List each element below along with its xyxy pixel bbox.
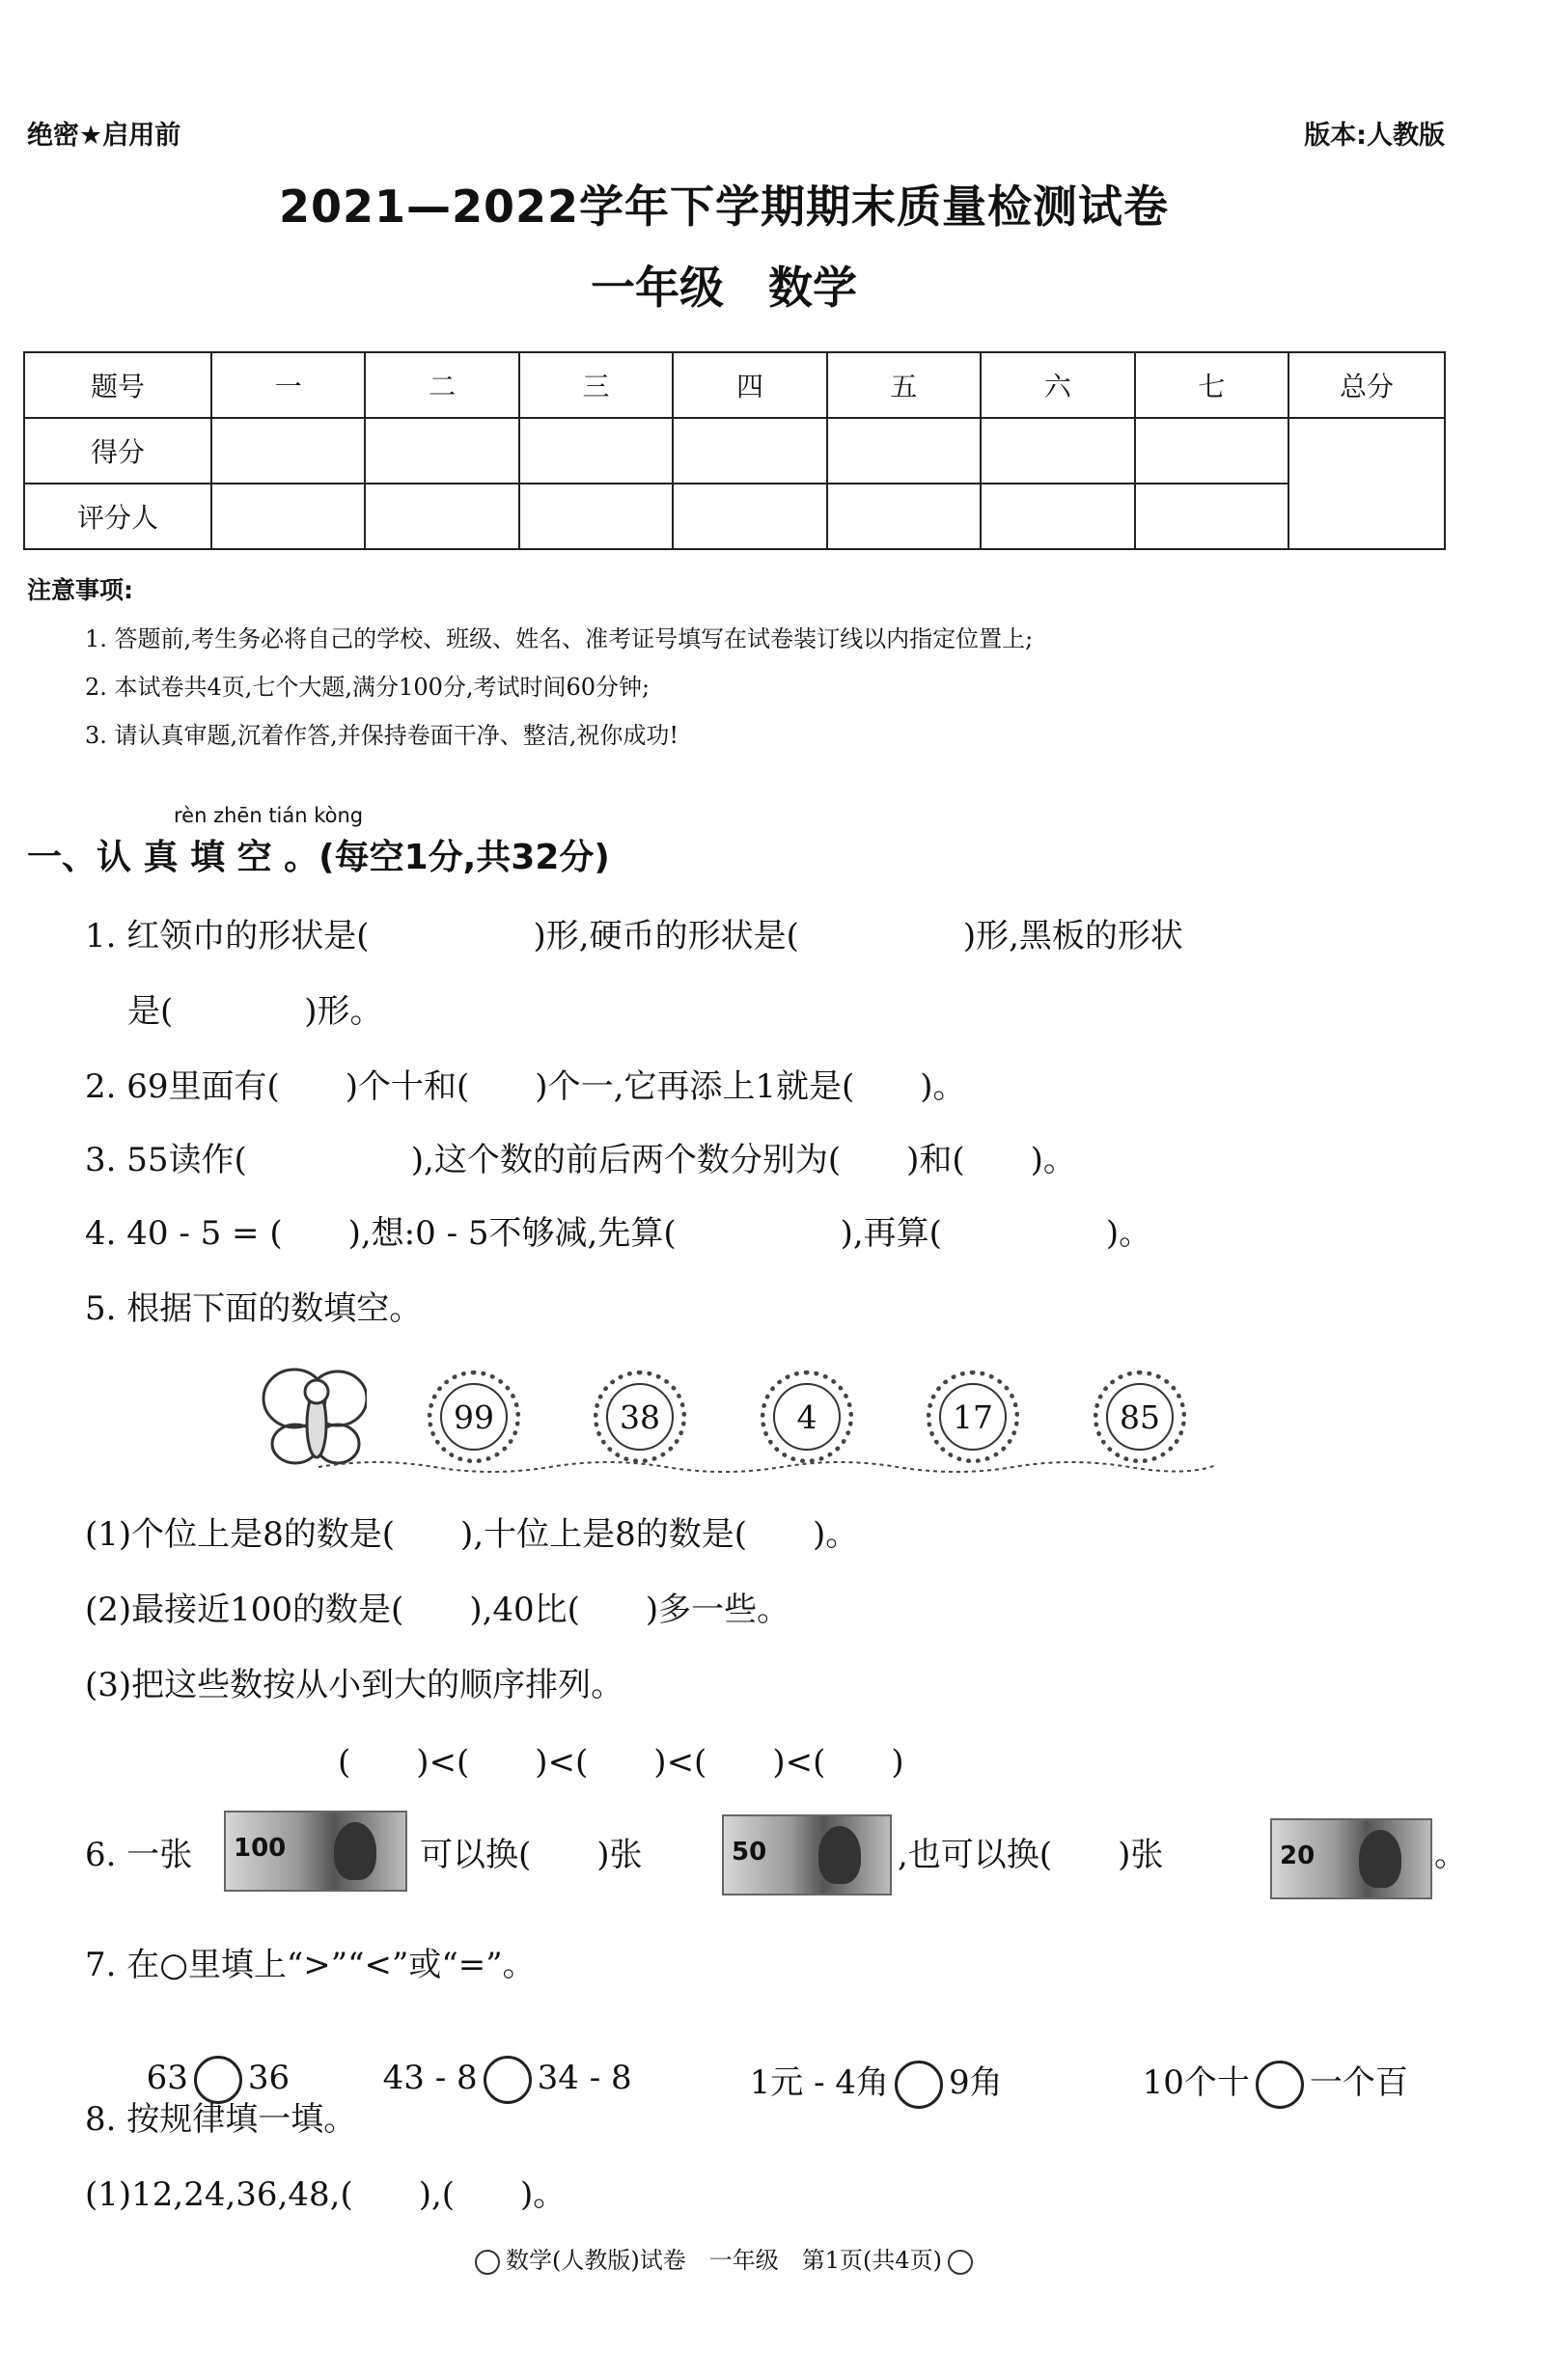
question-1a: 1. 红领巾的形状是( )形,硬币的形状是( )形,黑板的形状 [85, 917, 1183, 955]
grader-cell[interactable] [519, 484, 673, 549]
score-table-header-row [24, 352, 1445, 418]
header-cell: 题号 [24, 352, 211, 418]
header-cell: 二 [365, 352, 518, 418]
compare-left: 1元 - 4角 [749, 2063, 889, 2102]
compare-left: 63 [146, 2059, 188, 2097]
score-cell[interactable] [519, 418, 673, 484]
question-5: 5. 根据下面的数填空。 [85, 1289, 423, 1328]
seal-icon [475, 2250, 500, 2275]
compare-item [125, 2017, 290, 2104]
question-6-mid: 可以换( )张 [420, 1836, 643, 1874]
header-cell: 四 [673, 352, 826, 418]
grader-cell[interactable] [981, 484, 1134, 549]
question-5-2: (2)最接近100的数是( ),40比( )多一些。 [85, 1591, 790, 1629]
notice-title: 注意事项: [27, 576, 133, 604]
banknote-value: 20 [1280, 1841, 1316, 1870]
exam-subtitle: 一年级 数学 [591, 262, 857, 314]
total-score-cell[interactable] [1288, 418, 1445, 549]
row-label: 得分 [24, 418, 211, 484]
notice-item: 2. 本试卷共4页,七个大题,满分100分,考试时间60分钟; [85, 674, 651, 701]
confidential-label: 绝密★启用前 [27, 121, 181, 151]
flower-number [1094, 1370, 1186, 1463]
flower-value: 99 [440, 1383, 508, 1451]
question-1b: 是( )形。 [127, 992, 383, 1031]
question-5-1: (1)个位上是8的数是( ),十位上是8的数是( )。 [85, 1515, 859, 1554]
header-cell: 总分 [1288, 352, 1445, 418]
score-cell[interactable] [211, 418, 365, 484]
compare-right: 34 - 8 [537, 2059, 632, 2097]
grader-cell[interactable] [1135, 484, 1288, 549]
answer-circle[interactable] [1256, 2061, 1304, 2109]
question-8-1: (1)12,24,36,48,( ),( )。 [85, 2175, 567, 2214]
portrait-icon [334, 1822, 376, 1880]
score-table [23, 351, 1446, 550]
answer-circle[interactable] [484, 2056, 532, 2104]
compare-item [362, 2017, 632, 2104]
question-2: 2. 69里面有( )个十和( )个一,它再添上1就是( )。 [85, 1067, 966, 1106]
compare-right: 36 [247, 2059, 291, 2097]
banknote-value: 50 [732, 1838, 767, 1867]
flower-number [761, 1370, 853, 1463]
question-6-start: 6. 一张 [85, 1836, 193, 1874]
banknote-100-icon [224, 1811, 407, 1892]
footer-text: 数学(人教版)试卷 一年级 第1页(共4页) [506, 2247, 942, 2274]
portrait-icon [1359, 1830, 1401, 1888]
notice-item: 1. 答题前,考生务必将自己的学校、班级、姓名、准考证号填写在试卷装订线以内指定位置上; [85, 625, 1034, 652]
seal-icon [948, 2250, 973, 2275]
score-cell[interactable] [827, 418, 981, 484]
page-footer [0, 2241, 1448, 2275]
compare-left: 43 - 8 [382, 2059, 478, 2097]
question-4: 4. 40 - 5 = ( ),想:0 - 5不够减,先算( ),再算( )。 [85, 1214, 1152, 1253]
flower-value: 4 [773, 1383, 841, 1451]
score-cell[interactable] [365, 418, 518, 484]
flower-number [927, 1370, 1019, 1463]
question-6-mid2: ,也可以换( )张 [898, 1836, 1164, 1874]
ordering-blanks: ( )<( )<( )<( )<( ) [338, 1743, 904, 1782]
banknote-value: 100 [234, 1834, 287, 1863]
score-cell[interactable] [673, 418, 826, 484]
question-6-end: 。 [1434, 1836, 1467, 1874]
row-label: 评分人 [24, 484, 211, 549]
banknote-50-icon [722, 1814, 892, 1896]
header-cell: 三 [519, 352, 673, 418]
dotted-wave-divider [319, 1457, 1216, 1477]
edition-label: 版本:人教版 [1304, 121, 1445, 151]
score-row [24, 418, 1445, 484]
compare-right: 9角 [949, 2063, 1003, 2102]
grader-cell[interactable] [365, 484, 518, 549]
compare-left: 10个十 [1142, 2063, 1250, 2102]
flower-number [594, 1370, 686, 1463]
answer-circle[interactable] [895, 2061, 943, 2109]
header-cell: 七 [1135, 352, 1288, 418]
header-cell: 五 [827, 352, 981, 418]
score-cell[interactable] [1135, 418, 1288, 484]
compare-right: 一个百 [1309, 2063, 1408, 2102]
grader-cell[interactable] [211, 484, 365, 549]
flower-value: 85 [1106, 1383, 1174, 1451]
compare-item [1122, 2017, 1408, 2109]
grader-cell[interactable] [827, 484, 981, 549]
notice-item: 3. 请认真审题,沉着作答,并保持卷面干净、整洁,祝你成功! [85, 722, 679, 749]
compare-item [729, 2017, 1003, 2109]
grader-row [24, 484, 1445, 549]
banknote-20-icon [1270, 1818, 1432, 1899]
section-title: 一、认 真 填 空 。(每空1分,共32分) [27, 838, 610, 877]
question-7: 7. 在○里填上“>”“<”或“=”。 [85, 1946, 536, 1984]
flower-value: 38 [606, 1383, 674, 1451]
header-cell: 六 [981, 352, 1134, 418]
header-cell: 一 [211, 352, 365, 418]
flower-value: 17 [939, 1383, 1007, 1451]
question-3: 3. 55读作( ),这个数的前后两个数分别为( )和( )。 [85, 1141, 1076, 1179]
flower-number [428, 1370, 520, 1463]
score-cell[interactable] [981, 418, 1134, 484]
portrait-icon [818, 1826, 861, 1884]
exam-title: 2021—2022学年下学期期末质量检测试卷 [278, 180, 1170, 233]
grader-cell[interactable] [673, 484, 826, 549]
section-pinyin: rèn zhēn tián kòng [174, 804, 364, 827]
question-8: 8. 按规律填一填。 [85, 2100, 357, 2139]
question-5-3: (3)把这些数按从小到大的顺序排列。 [85, 1666, 624, 1704]
